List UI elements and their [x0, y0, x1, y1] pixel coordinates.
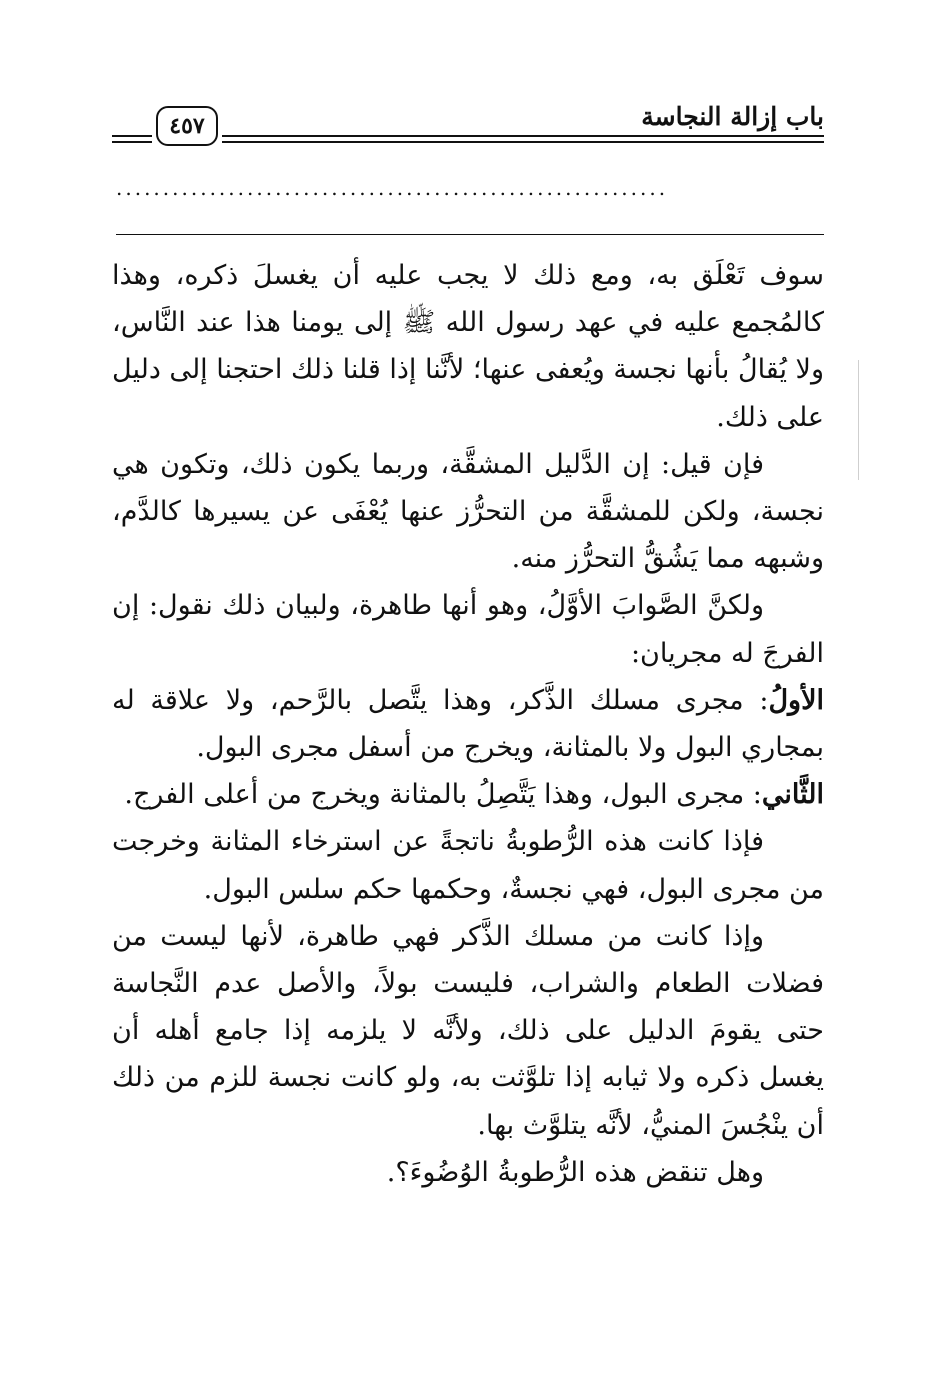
- header-rule: [112, 141, 152, 143]
- header-rule: [222, 141, 824, 143]
- paragraph: [112, 582, 824, 676]
- paragraph: [112, 771, 824, 818]
- paragraph-text: فإذا كانت هذه الرُّطوبةُ ناتجةً عن استرخاء المثانة وخرجت من مجرى البول، فهي نجسةٌ، وحكمها حكم سلس البول.: [112, 826, 824, 905]
- paragraph-term: الأولُ: [768, 684, 824, 716]
- paragraph: [112, 252, 824, 441]
- header-rule: [112, 135, 152, 137]
- paragraph-text: ولكنَّ الصَّوابَ الأوَّلُ، وهو أنها طاهرة، ولبيان ذلك نقول: إن الفرجَ له مجريان:: [112, 590, 824, 669]
- dotted-separator: ...........................................................: [116, 176, 669, 200]
- paragraph-text: : مجرى مسلك الذَّكر، وهذا يتَّصل بالرَّحم، ولا علاقة له بمجاري البول ولا بالمثانة، ويخرج من أسفل مجرى البول.: [112, 684, 824, 764]
- paragraph-text: وإذا كانت من مسلك الذَّكر فهي طاهرة، لأنها ليست من فضلات الطعام والشراب، فليست بولاً، والأصل عدم النَّجاسة حتى يقومَ الدليل على ذلك، ولأنَّه لا يلزمه إذا جامع أهله أن يغسل ذكره ولا ثيابه إذا تلوَّثت به، ولو كانت نجسة للزم من ذلك أن ينْجُسَ المنيُّ، لأنَّه يتلوَّث بها.: [112, 920, 824, 1141]
- body-text: [112, 252, 824, 1196]
- paragraph: [112, 818, 824, 912]
- header-rule: [222, 135, 824, 137]
- paragraph-text: فإن قيل: إن الدَّليل المشقَّة، وربما يكون ذلك، وتكون هي نجسة، ولكن للمشقَّة من التحرُّز عنها يُعْفَى عن يسيرها كالدَّم، وشبهه مما يَشُقُّ التحرُّز منه.: [112, 448, 824, 575]
- paragraph: [112, 677, 824, 771]
- paragraph: [112, 441, 824, 583]
- paragraph-text: وهل تنقض هذه الرُّطوبةُ الوُضُوءَ؟.: [386, 1156, 764, 1188]
- paragraph: [112, 913, 824, 1149]
- page-edge-mark: [858, 360, 859, 480]
- page-header: [112, 100, 824, 152]
- page-number: ٤٥٧: [156, 106, 218, 146]
- paragraph-term: الثَّاني: [761, 779, 824, 811]
- text-top-rule: [116, 234, 824, 235]
- paragraph-text: سوف تَعْلَق به، ومع ذلك لا يجب عليه أن يغسلَ ذكره، وهذا كالمُجمع عليه في عهد رسول الله ﷺ إلى يومنا هذا عند النَّاس، ولا يُقالُ بأنها نجسة ويُعفى عنها؛ لأنَّنا إذا قلنا ذلك احتجنا إلى دليل على ذلك.: [112, 260, 824, 433]
- paragraph: [112, 1149, 824, 1196]
- running-title: باب إزالة النجاسة: [641, 102, 824, 131]
- paragraph-text: : مجرى البول، وهذا يَتَّصِلُ بالمثانة ويخرج من أعلى الفرج.: [124, 779, 762, 811]
